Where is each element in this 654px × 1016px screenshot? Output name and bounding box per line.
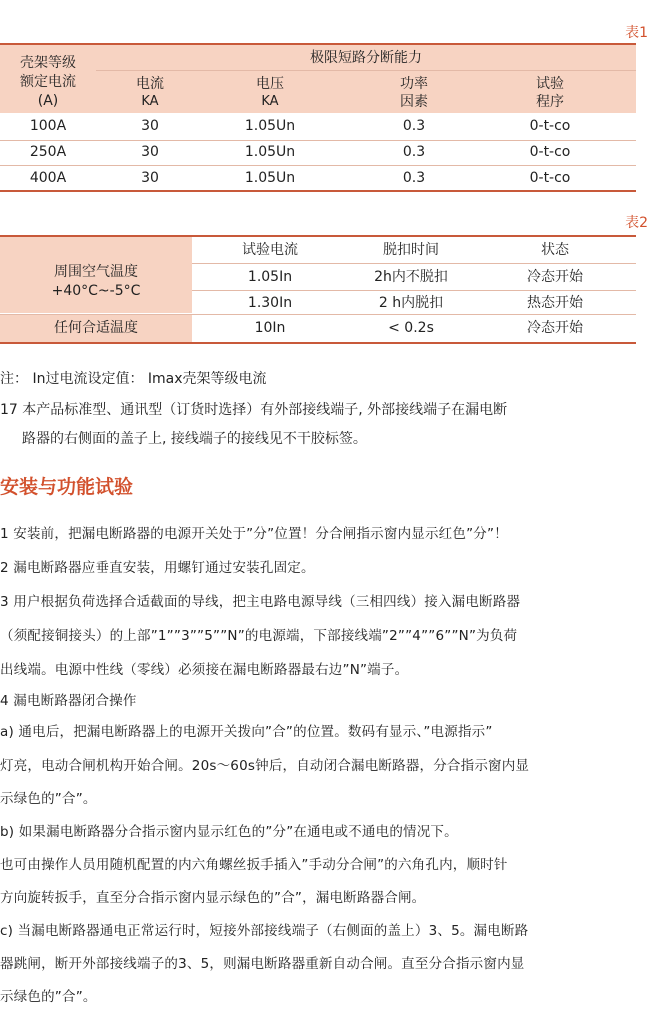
table1-cell: 0.3	[402, 118, 426, 134]
table1-group-rule	[96, 70, 636, 71]
table2-label: 表2	[625, 215, 648, 231]
paragraph-line: 4 漏电断路器闭合操作	[0, 693, 137, 709]
table1-cell: 0-t-co	[529, 170, 571, 186]
table1-cell: 1.05Un	[244, 144, 296, 160]
paragraph-line: a) 通电后，把漏电断路器上的电源开关拨向”合”的位置。数码有显示、”电源指示”	[0, 724, 493, 740]
table2-cell: 冷态开始	[527, 269, 583, 285]
note-17-line1: 17 本产品标准型、通讯型（订货时选择）有外部接线端子, 外部接线端子在漏电断	[0, 402, 508, 418]
table2-cell: 1.30In	[247, 295, 293, 311]
paragraph-line: 示绿色的”合”。	[0, 989, 97, 1005]
paragraph-line: 灯亮，电动合闸机构开始合闸。20s～60s钟后，自动闭合漏电断路器，分合指示窗内显	[0, 758, 530, 774]
table2-rule	[192, 263, 636, 264]
paragraph-line: c) 当漏电断路器通电正常运行时，短接外部接线端子（右侧面的盖上）3、5。漏电断路	[0, 923, 529, 939]
table1-cell: 400A	[29, 170, 67, 186]
table1-cell: 0.3	[402, 144, 426, 160]
note-legend: 注： In过电流设定值： Imax壳架等级电流	[0, 371, 267, 387]
table1-col-voltage: 电压	[256, 76, 284, 92]
table1-bottom-rule	[0, 190, 636, 192]
paragraph-line: 1 安装前，把漏电断路器的电源开关处于”分”位置！分合闸指示窗内显示红色”分”！	[0, 526, 508, 542]
table1-col-power-unit: 因素	[400, 94, 428, 110]
table2-cell: 2h内不脱扣	[374, 269, 448, 285]
table1-cell: 0-t-co	[529, 144, 571, 160]
paragraph-line: 3 用户根据负荷选择合适截面的导线，把主电路电源导线（三相四线）接入漏电断路器	[0, 594, 521, 610]
table1-header-group: 极限短路分断能力	[310, 50, 422, 66]
table1-cell: 250A	[29, 144, 67, 160]
table2-cell: 1.05In	[247, 269, 293, 285]
table2-header-trip-time: 脱扣时间	[383, 242, 439, 258]
table1-cell: 30	[141, 118, 159, 134]
table1-cell: 1.05Un	[244, 170, 296, 186]
paragraph-line: 方向旋转扳手，直至分合指示窗内显示绿色的”合”，漏电断路器合闸。	[0, 890, 426, 906]
table2-cell: 10In	[254, 320, 286, 336]
table2-group1-label-1: 周围空气温度	[54, 264, 138, 280]
table1-row-rule	[0, 140, 636, 141]
paragraph-line: 示绿色的”合”。	[0, 791, 97, 807]
table2-rule	[0, 314, 636, 315]
table2-bottom-rule	[0, 342, 636, 344]
table1-cell: 100A	[29, 118, 67, 134]
table2-header-current: 试验电流	[242, 242, 298, 258]
table2-cell: 热态开始	[527, 295, 583, 311]
table2-cell: 冷态开始	[527, 320, 583, 336]
table1-col-power: 功率	[400, 76, 428, 92]
table1-row-rule	[0, 165, 636, 166]
paragraph-line: 2 漏电断路器应垂直安装，用螺钉通过安装孔固定。	[0, 560, 315, 576]
paragraph-line: b) 如果漏电断路器分合指示窗内显示红色的”分”在通电或不通电的情况下。	[0, 824, 458, 840]
table2-cell: 2 h内脱扣	[378, 295, 444, 311]
paragraph-line: 器跳闸，断开外部接线端子的3、5，则漏电断路器重新自动合闸。直至分合指示窗内显	[0, 956, 525, 972]
table1-header-left-1: 壳架等级	[20, 55, 76, 71]
table1-col-test-unit: 程序	[536, 94, 564, 110]
table2-cell: < 0.2s	[388, 320, 434, 336]
table2-header-state: 状态	[541, 242, 569, 258]
table2-rule	[192, 290, 636, 291]
paragraph-line: 也可由操作人员用随机配置的内六角螺丝扳手插入”手动分合闸”的六角孔内，顺时针	[0, 857, 508, 873]
table2-group2-label: 任何合适温度	[54, 320, 138, 336]
table1-cell: 1.05Un	[244, 118, 296, 134]
table1-cell: 0.3	[402, 170, 426, 186]
table1-header-left-3: (A)	[37, 93, 59, 109]
table1-label: 表1	[625, 25, 648, 41]
note-17-line2: 路器的右侧面的盖子上, 接线端子的接线见不干胶标签。	[22, 431, 367, 447]
table1-col-voltage-unit: KA	[261, 94, 279, 109]
section-title: 安装与功能试验	[0, 476, 134, 498]
paragraph-line: 出线端。电源中性线（零线）必须接在漏电断路器最右边”N”端子。	[0, 662, 409, 678]
table2-group1-label-2: +40°C~-5°C	[51, 283, 141, 299]
table1-cell: 30	[141, 144, 159, 160]
paragraph-line: （须配接铜接头）的上部”1””3””5””N”的电源端，下部接线端”2””4””6””N”为负荷	[0, 628, 518, 644]
table1-header-left-2: 额定电流	[20, 74, 76, 90]
table1-cell: 0-t-co	[529, 118, 571, 134]
table1-col-current: 电流	[136, 76, 164, 92]
table1-col-test: 试验	[536, 76, 564, 92]
table1-cell: 30	[141, 170, 159, 186]
table1-col-current-unit: KA	[141, 94, 159, 109]
